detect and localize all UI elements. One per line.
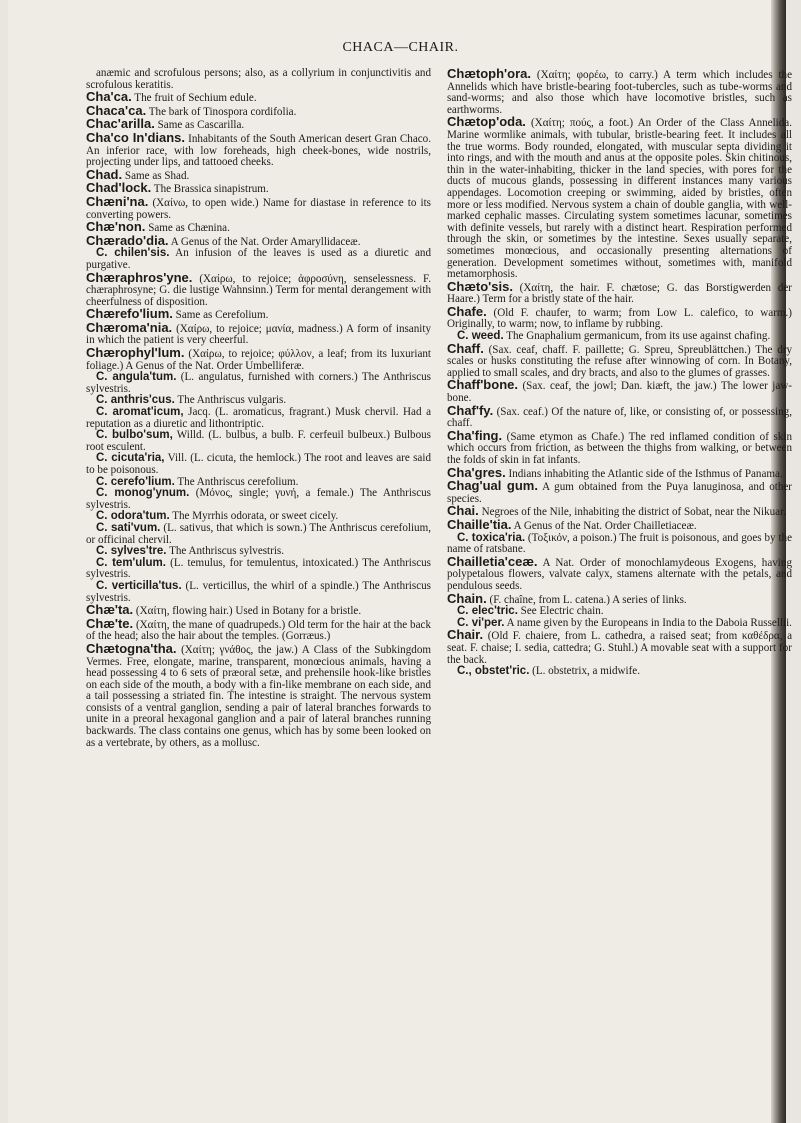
dictionary-entry [86, 523, 431, 546]
left-column [86, 68, 431, 749]
entry-definition: (Same etymon as Chafe.) The red inflamed condition of skin which occurs from friction, as between the thighs from walking, or between the folds of skin in fat infants. [447, 430, 792, 466]
entry-headword: C. monog'ynum. [96, 487, 190, 500]
entry-definition: A name given by the Europeans in India to the Daboia Russellii. [504, 616, 792, 629]
entry-definition: Same as Chænina. [145, 222, 230, 235]
entry-headword: C. odora'tum. [96, 510, 170, 523]
entry-definition: (L. angulatus, furnished with corners.) The Anthriscus sylvestris. [86, 371, 431, 395]
entry-headword: Chac'arilla. [86, 116, 155, 132]
entry-headword: Chaille'tia. [447, 516, 512, 532]
entry-definition: Inhabitants of the South American desert Gran Chaco. An inferior race, with low foreheads, high cheek-bones, wide nostrils, projecting under lips, and tattooed cheeks. [86, 132, 431, 169]
entry-headword: C. cicuta'ria, [96, 452, 165, 465]
entry-definition: Same as Cascarilla. [154, 119, 245, 132]
entry-definition: (Χαίτη; φορέω, to carry.) A term which includes the Annelids which have bristle-bearing foot-tubercles, such as tube-worms and sand-worms; and also those which have locomotive bristles, such as earthworms. [447, 69, 792, 116]
entry-headword: Chad'lock. [86, 180, 152, 196]
entry-headword: C. angula'tum. [96, 371, 177, 384]
entry-definition: (Old F. chaiere, from L. cathedra, a raised seat; from καθέδρα, a seat. F. chaise; I. sedia, cattedra; G. Stuhl.) A movable seat with a support for the back. [447, 630, 792, 666]
entry-headword: Chæ'te. [86, 615, 134, 631]
dictionary-entry [86, 407, 431, 430]
entry-definition: The Myrrhis odorata, or sweet cicely. [169, 510, 339, 523]
dictionary-entry [447, 116, 792, 280]
dictionary-entry [447, 553, 792, 593]
dictionary-entry [86, 68, 431, 91]
entry-headword: C. toxica'ria. [457, 531, 526, 544]
entry-headword: Chærophyl'lum. [86, 345, 185, 361]
entry-headword: Chærado'dia. [86, 232, 169, 248]
entry-definition: (Τοξικόν, a poison.) The fruit is poisonous, and goes by the name of ratsbane. [447, 531, 792, 556]
entry-headword: Chad. [86, 166, 123, 182]
entry-headword: Chætogna'tha. [86, 640, 177, 656]
entry-definition: (Χαίτη, flowing hair.) Used in Botany for a bristle. [133, 605, 362, 618]
entry-headword: C. sylves'tre. [96, 545, 167, 558]
entry-definition: Indians inhabiting the Atlantic side of the Isthmus of Panama. [505, 467, 783, 480]
dictionary-entry [447, 331, 792, 343]
dictionary-entry [86, 248, 431, 271]
entry-definition: (Sax. ceaf, chaff. F. paillette; G. Spreu, Spreublättchen.) The dry scales or husks constituting the refuse after winnowing of corn. In Botany, applied to small scales, and dry bracts, and also to the glumes of grasses. [447, 343, 792, 379]
dictionary-entry [447, 516, 792, 533]
entry-definition: Same as Cerefolium. [172, 309, 269, 322]
entry-definition: (Χαίρω, to rejoice; ἀφροσύνη, senselessness. F. chæraphrosyne; G. die lustige Wahnsinn.) Term for mental derangement with cheerfulness of disposition. [86, 272, 431, 308]
entry-headword: Chaca'ca. [86, 102, 147, 118]
entry-headword: Chai. [447, 503, 479, 519]
entry-headword: C. sati'vum. [96, 521, 161, 534]
entry-definition: (L. temulus, for temulentus, intoxicated.) The Anthriscus sylvestris. [86, 556, 431, 581]
entry-headword: C. vi'per. [457, 616, 505, 629]
dictionary-entry [86, 193, 431, 221]
entry-definition: The Brassica sinapistrum. [151, 183, 269, 196]
dictionary-entry [86, 372, 431, 395]
entry-definition: The Gnaphalium germanicum, from its use against chafing. [503, 330, 771, 343]
dictionary-entry [86, 640, 431, 749]
entry-definition: An infusion of the leaves is used as a diuretic and purgative. [86, 247, 431, 271]
entry-definition: anæmic and scrofulous persons; also, as a collyrium in conjunctivitis and scrofulous keratitis. [86, 67, 431, 91]
entry-headword: C. cerefo'lium. [96, 475, 175, 488]
dictionary-entry [86, 453, 431, 476]
entry-definition: (F. chaîne, from L. catena.) A series of links. [486, 593, 687, 606]
entry-definition: The bark of Tinospora cordifolia. [146, 105, 297, 118]
dictionary-entry [447, 68, 792, 116]
entry-definition: (Χαίρω, to rejoice; φύλλον, a leaf; from its luxuriant foliage.) A Genus of the Nat. Order Umbelliferæ. [86, 348, 431, 372]
entry-headword: Chaf'fy. [447, 402, 494, 418]
entry-definition: (Sax. ceaf.) Of the nature of, like, or consisting of, or possessing, chaff. [447, 405, 792, 430]
dictionary-entry [447, 533, 792, 556]
dictionary-entry [86, 347, 431, 372]
entry-definition: A gum obtained from the Puya lanuginosa, and other species. [447, 481, 793, 505]
entry-definition: A Nat. Order of monochlamydeous Exogens, having polypetalous flowers, valvate calyx, stamens alternate with the petals, and pendulous seeds. [447, 556, 792, 592]
entry-headword: Chafe. [447, 303, 487, 319]
entry-headword: Chain. [447, 590, 487, 606]
entry-definition: (Old F. chaufer, to warm; from Low L. calefico, to warm.) Originally, to warm; now, to inflame by rubbing. [447, 306, 792, 331]
dictionary-entry [447, 666, 792, 678]
entry-definition: (Χαίνω, to open wide.) Name for diastase in reference to its converting powers. [86, 196, 431, 221]
dictionary-entry [447, 590, 792, 607]
entry-definition: (Χαίρω, to rejoice; μανία, madness.) A form of insanity in which the patient is very cheerful. [86, 322, 431, 347]
entry-headword: C. anthris'cus. [96, 394, 175, 407]
entry-headword: Chæroma'nia. [86, 319, 173, 335]
entry-headword: C., obstet'ric. [457, 665, 530, 678]
entry-definition: Jacq. (L. aromaticus, fragrant.) Musk chervil. Had a reputation as a diuretic and lithontriptic. [86, 406, 431, 430]
entry-definition: Vill. (L. cicuta, the hemlock.) The root and leaves are said to be poisonous. [86, 452, 431, 476]
dictionary-entry [86, 232, 431, 249]
running-header: CHACA—CHAIR. [342, 40, 459, 55]
entry-headword: Cha'gres. [447, 464, 506, 480]
dictionary-entry [86, 319, 431, 347]
entry-definition: (Χαίτη, the mane of quadrupeds.) Old term for the hair at the back of the head; also the hair about the temples. (Gorræus.) [86, 618, 431, 643]
entry-headword: C. weed. [457, 330, 504, 343]
entry-definition: (Μόνος, single; γυνή, a female.) The Anthriscus sylvestris. [86, 487, 432, 511]
entry-headword: Cha'fing. [447, 427, 503, 443]
entry-headword: Cha'ca. [86, 89, 132, 105]
entry-headword: Chærefo'lium. [86, 306, 173, 322]
dictionary-entry [447, 340, 792, 380]
entry-headword: Chæto'sis. [447, 278, 513, 294]
entry-definition: Willd. (L. bulbus, a bulb. F. cerfeuil bulbeux.) Bulbous root esculent. [86, 429, 431, 453]
entry-definition: (Χαίτη; πούς, a foot.) An Order of the Class Annelida. Marine wormlike animals, with tubular, bristle-bearing feet. It includes all the true worms. Body rounded, elongated, with muscular septa dividing it into rings, and with the mouth and anus at the opposite poles. Skin chitinous, thin in the water-inhabiting, thicker in the land species, with pores for the ducts of mucous glands, possessing in different instances many various appendages. Locomotion creeping or swimming, aided by bristles, often more or less modified. Nervous system a chain of double ganglia, with well-marked cephalic masses. Circulating system sometimes lacunar, sometimes with definite vessels, but rarely with a distinct heart. Respiration performed through the skin, or sometimes by the intestine. Sexes usually separate, sometimes monœcious, and occasionally presenting alternations of generation. Development sometimes without, sometimes with, manifold metamorphosis. [447, 117, 792, 281]
dictionary-entry [447, 480, 792, 505]
entry-definition: A Genus of the Nat. Order Chailletiaceæ. [511, 519, 697, 532]
entry-definition: The Anthriscus cerefolium. [174, 475, 299, 488]
entry-headword: Cha'co In'dians. [86, 129, 186, 145]
entry-headword: Chair. [447, 627, 484, 643]
entry-headword: Chailletia'ceæ. [447, 553, 538, 569]
entry-definition: The fruit of Sechium edule. [131, 92, 257, 105]
entry-headword: C. verticilla'tus. [96, 579, 182, 592]
entry-headword: Chæni'na. [86, 193, 149, 209]
dictionary-entry [86, 581, 431, 604]
dictionary-entry [86, 430, 431, 453]
entry-headword: Chaff. [447, 340, 484, 356]
entry-headword: Chag'ual gum. [447, 478, 538, 494]
entry-headword: Chætoph'ora. [447, 66, 531, 81]
entry-definition: The Anthriscus sylvestris. [166, 545, 285, 558]
entry-definition: (Χαίτη; γνάθος, the jaw.) A Class of the Subkingdom Vermes. Free, elongate, marine, transparent, monœcious animals, having a head possessing 4 to 6 sets of præoral setæ, and prehensile hook-like bristles on each side of the mouth, a body with a fin-like membrane on each side, and a tail possessing a striated fin. The intestine is straight. The nervous system consists of a ventral ganglion, sending a pair of lateral branches forwards to unite in a preoral hexagonal ganglion and a pair of lateral branches running backwards. The class contains one genus, which has by some been looked on as a vertebrate, by others, as a mollusc. [86, 643, 431, 749]
dictionary-entry [86, 604, 431, 618]
dictionary-entry [447, 629, 792, 666]
entry-definition: A Genus of the Nat. Order Amaryllidaceæ. [168, 235, 361, 248]
dictionary-entry [86, 615, 431, 643]
entry-definition: The Anthriscus vulgaris. [174, 394, 287, 407]
entry-definition: (L. verticillus, the whirl of a spindle.) The Anthriscus sylvestris. [86, 579, 431, 604]
dictionary-entry [86, 269, 431, 309]
entry-headword: Chaff'bone. [447, 377, 518, 393]
entry-definition: (Χαίτη, the hair. F. chætose; G. das Borstigwerden der Haare.) Term for a bristly state of the hair. [447, 281, 792, 306]
entry-headword: Chætop'oda. [447, 114, 526, 130]
dictionary-entry [447, 427, 792, 467]
entry-headword: Chæraphros'yne. [86, 269, 193, 285]
dictionary-entry [447, 278, 792, 306]
dictionary-entry [447, 303, 792, 331]
entry-headword: C. tem'ulum. [96, 556, 166, 569]
dictionary-entry [86, 488, 431, 511]
entry-definition: (Sax. ceaf, the jowl; Dan. kiæft, the jaw.) The lower jaw-bone. [447, 380, 792, 405]
right-column [447, 68, 792, 678]
entry-headword: Chæ'ta. [86, 602, 134, 618]
entry-definition: Same as Shad. [122, 169, 190, 182]
entry-headword: C. chilen'sis. [96, 247, 170, 260]
entry-headword: Chæ'non. [86, 219, 146, 235]
dictionary-entry [86, 129, 431, 169]
dictionary-entry [447, 618, 792, 630]
dictionary-entry [447, 379, 792, 404]
entry-definition: Negroes of the Nile, inhabiting the district of Sobat, near the Nikuar. [478, 506, 786, 519]
entry-headword: C. bulbo'sum, [96, 429, 173, 442]
entry-definition: See Electric chain. [517, 605, 604, 618]
entry-headword: C. elec'tric. [457, 605, 518, 618]
entry-definition: (L. obstetrix, a midwife. [529, 665, 640, 678]
entry-definition: (L. sativus, that which is sown.) The Anthriscus cerefolium, or officinal chervil. [86, 521, 431, 546]
entry-headword: C. aromat'icum, [96, 406, 184, 419]
dictionary-entry [447, 402, 792, 430]
dictionary-entry [86, 558, 431, 581]
